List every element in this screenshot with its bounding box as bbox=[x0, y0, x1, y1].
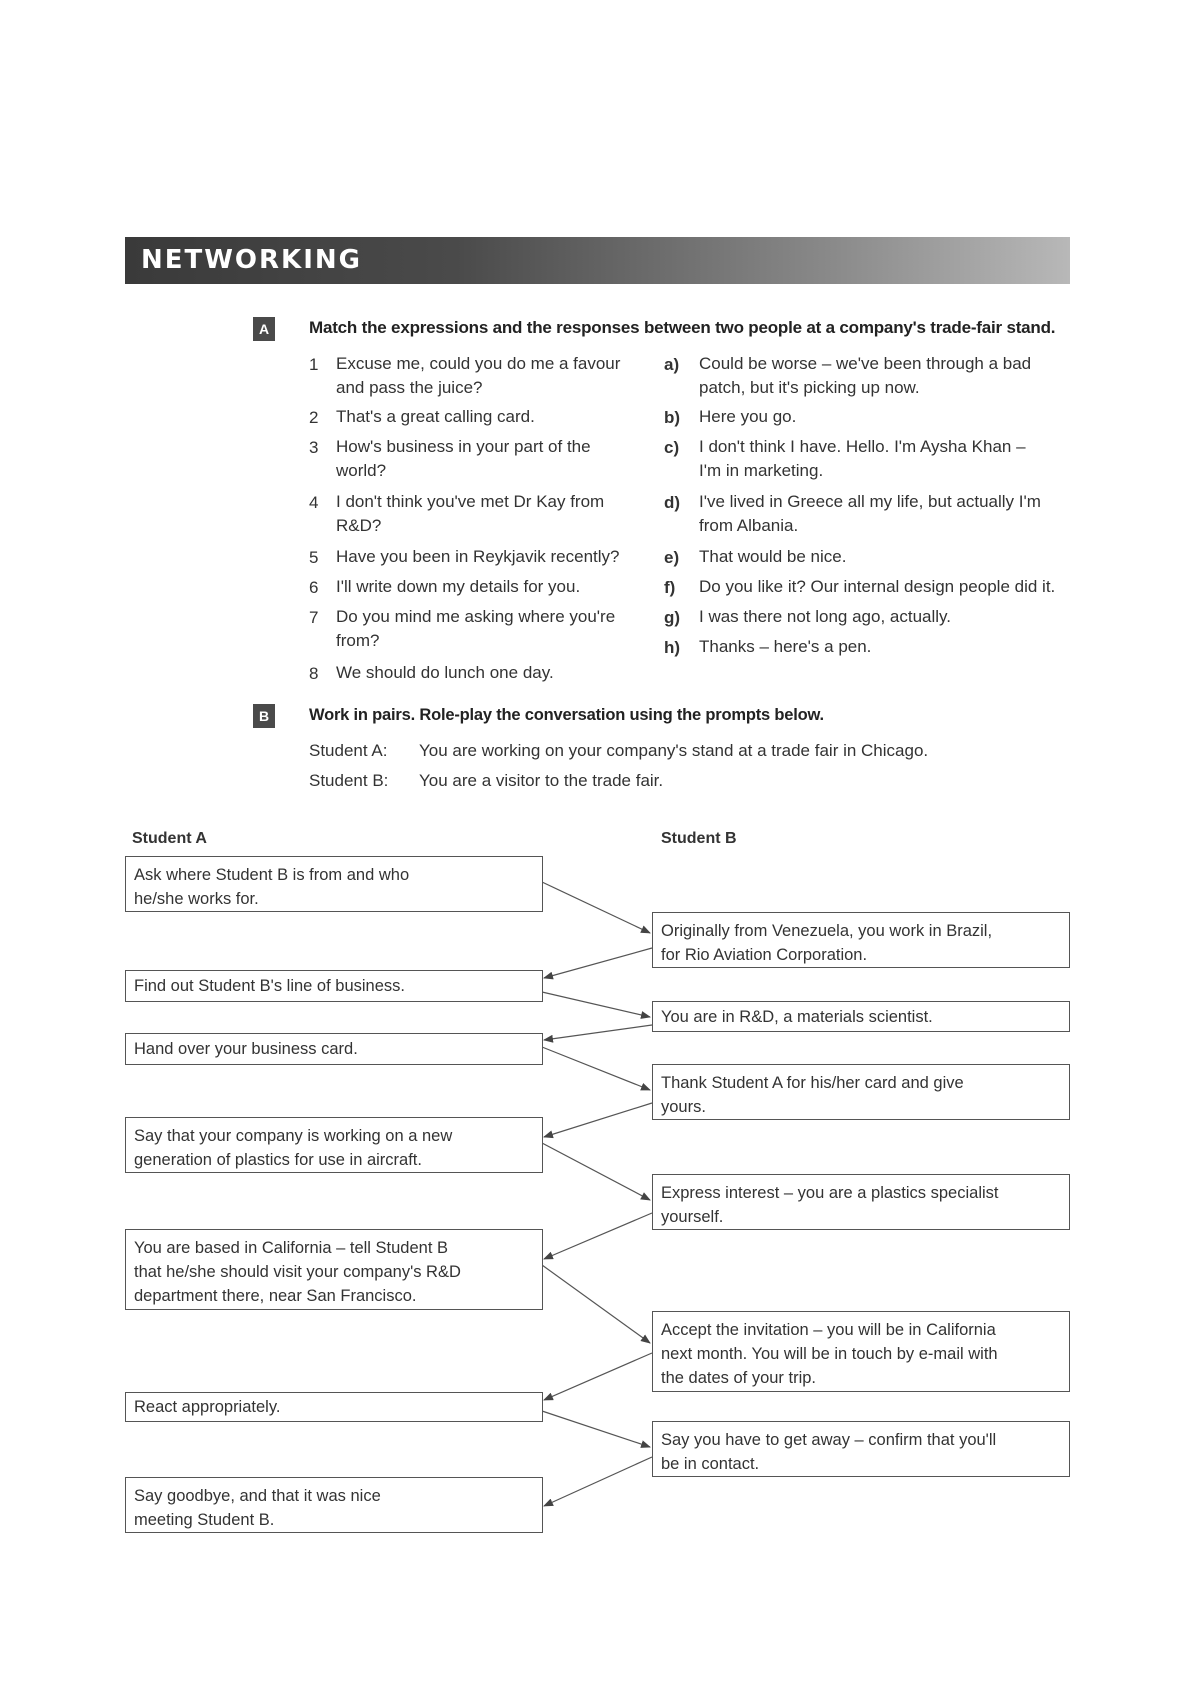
expression-text: I don't think you've met Dr Kay from R&D? bbox=[336, 492, 605, 535]
expression-text: We should do lunch one day. bbox=[336, 663, 554, 682]
student-a-box: Say that your company is working on a new generation of plastics for use in aircraft. bbox=[125, 1117, 543, 1173]
expression-text: I'll write down my details for you. bbox=[336, 577, 581, 596]
expression-number: 5 bbox=[309, 548, 319, 567]
student-a-box: Find out Student B's line of business. bbox=[125, 970, 543, 1002]
response-letter: a) bbox=[664, 355, 680, 374]
student-a-box: Say goodbye, and that it was nice meeting Student B. bbox=[125, 1477, 543, 1533]
arrow-a4-to-b4 bbox=[542, 1143, 650, 1200]
response-text: Do you like it? Our internal design people did it. bbox=[699, 577, 1056, 596]
arrow-b5-to-a6 bbox=[544, 1353, 652, 1400]
expression-number: 3 bbox=[309, 438, 319, 457]
response-letter: f) bbox=[664, 578, 676, 597]
response-text: I don't think I have. Hello. I'm Aysha Khan – I'm in marketing. bbox=[699, 437, 1026, 480]
arrow-a2-to-b2 bbox=[542, 992, 650, 1017]
student-a-heading: Student A bbox=[132, 830, 207, 847]
expression-number: 4 bbox=[309, 493, 319, 512]
exercise-a-instruction: Match the expressions and the responses between two people at a company's trade-fair stand. bbox=[309, 318, 1056, 337]
response-letter: b) bbox=[664, 408, 681, 427]
arrow-b1-to-a2 bbox=[544, 948, 652, 978]
role-text: You are working on your company's stand at a trade fair in Chicago. bbox=[419, 741, 929, 760]
student-b-heading: Student B bbox=[661, 830, 737, 847]
student-b-box: Express interest – you are a plastics specialist yourself. bbox=[652, 1174, 1070, 1230]
arrow-b3-to-a4 bbox=[544, 1103, 652, 1137]
student-a-box: React appropriately. bbox=[125, 1392, 543, 1422]
student-b-box: You are in R&D, a materials scientist. bbox=[652, 1001, 1070, 1032]
student-a-box: Hand over your business card. bbox=[125, 1033, 543, 1065]
exercise-a-badge: A bbox=[253, 317, 275, 341]
response-text: Here you go. bbox=[699, 407, 797, 426]
response-letter: c) bbox=[664, 438, 680, 457]
exercise-b-badge: B bbox=[253, 704, 275, 728]
expression-number: 7 bbox=[309, 608, 319, 627]
expression-text: How's business in your part of the world? bbox=[336, 437, 591, 480]
expression-number: 8 bbox=[309, 664, 319, 683]
response-letter: h) bbox=[664, 638, 681, 657]
response-text: That would be nice. bbox=[699, 547, 847, 566]
response-text: I've lived in Greece all my life, but actually I'm from Albania. bbox=[699, 492, 1041, 535]
student-b-box: Accept the invitation – you will be in California next month. You will be in touch by e-mail with the dates of your trip. bbox=[652, 1311, 1070, 1392]
exercise-b-instruction: Work in pairs. Role-play the conversation using the prompts below. bbox=[309, 706, 824, 724]
student-b-box: Say you have to get away – confirm that you'll be in contact. bbox=[652, 1421, 1070, 1477]
arrow-a6-to-b6 bbox=[542, 1411, 650, 1447]
arrow-a1-to-b1 bbox=[542, 882, 650, 933]
expression-text: Do you mind me asking where you're from? bbox=[336, 607, 616, 650]
student-b-box: Originally from Venezuela, you work in Brazil, for Rio Aviation Corporation. bbox=[652, 912, 1070, 968]
response-text: I was there not long ago, actually. bbox=[699, 607, 952, 626]
section-title: NETWORKING bbox=[141, 245, 362, 275]
role-label: Student A: bbox=[309, 741, 388, 760]
response-text: Could be worse – we've been through a bad patch, but it's picking up now. bbox=[699, 354, 1032, 397]
role-label: Student B: bbox=[309, 771, 389, 790]
expression-number: 1 bbox=[309, 355, 319, 374]
response-letter: g) bbox=[664, 608, 681, 627]
expression-number: 6 bbox=[309, 578, 319, 597]
arrow-b6-to-a7 bbox=[544, 1457, 652, 1506]
arrow-b2-to-a3 bbox=[544, 1025, 652, 1040]
arrow-a5-to-b5 bbox=[542, 1265, 650, 1343]
role-text: You are a visitor to the trade fair. bbox=[419, 771, 664, 790]
response-letter: d) bbox=[664, 493, 681, 512]
arrow-a3-to-b3 bbox=[542, 1047, 650, 1090]
expression-text: That's a great calling card. bbox=[336, 407, 535, 426]
expression-number: 2 bbox=[309, 408, 319, 427]
expression-text: Excuse me, could you do me a favour and pass the juice? bbox=[336, 354, 621, 397]
arrow-b4-to-a5 bbox=[544, 1213, 652, 1259]
student-a-box: Ask where Student B is from and who he/she works for. bbox=[125, 856, 543, 912]
response-letter: e) bbox=[664, 548, 680, 567]
expression-text: Have you been in Reykjavik recently? bbox=[336, 547, 620, 566]
student-b-box: Thank Student A for his/her card and give yours. bbox=[652, 1064, 1070, 1120]
student-a-box: You are based in California – tell Student B that he/she should visit your company's R&D department there, near San Francisco. bbox=[125, 1229, 543, 1310]
response-text: Thanks – here's a pen. bbox=[699, 637, 872, 656]
